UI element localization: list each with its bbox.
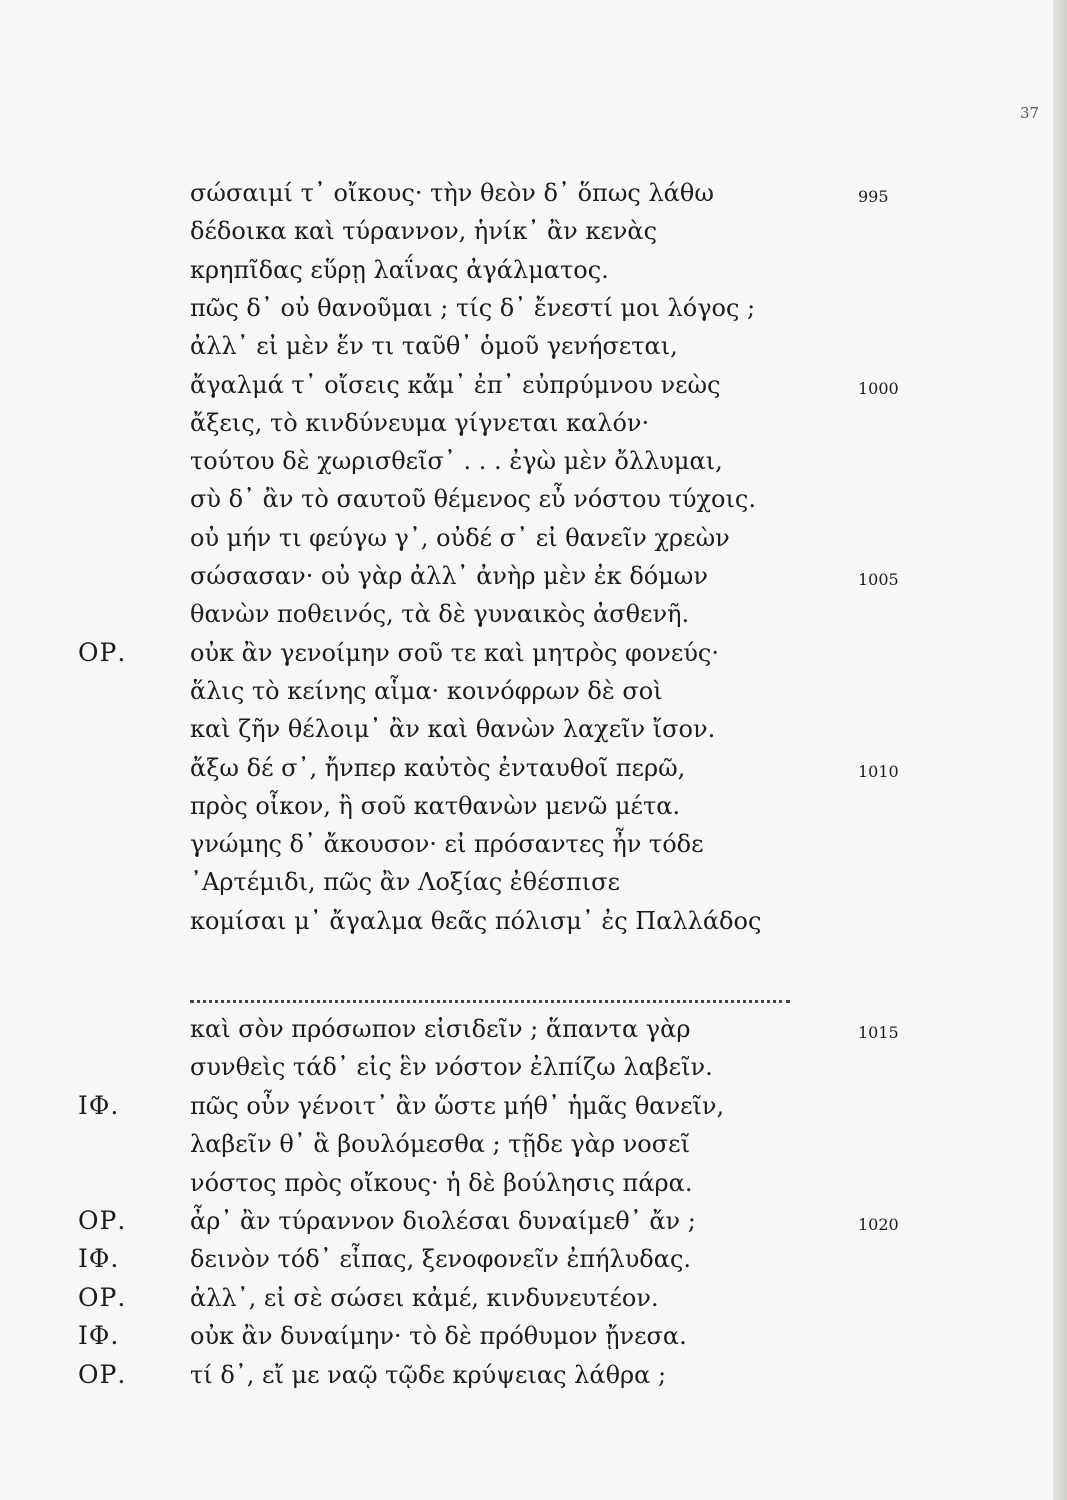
- verse-text: οὐ μήν τι φεύγω γ᾽, οὐδέ σ᾽ εἰ θανεῖν χρεὼν: [190, 523, 730, 552]
- verse-line: [0, 1242, 1050, 1276]
- verse-text: λαβεῖν θ᾽ ἃ βουλόμεσθα ; τῇδε γὰρ νοσεῖ: [190, 1130, 690, 1159]
- verse-text: καὶ σὸν πρόσωπον εἰσιδεῖν ; ἅπαντα γὰρ: [190, 1015, 691, 1043]
- verse-line: [0, 865, 1050, 899]
- verse-line: [0, 176, 1050, 210]
- verse-line: [0, 482, 1050, 516]
- verse-text: ἄξω δέ σ᾽, ἤνπερ καὐτὸς ἐνταυθοῖ περῶ,: [190, 753, 686, 782]
- verse-text: κομίσαι μ᾽ ἄγαλμα θεᾶς πόλισμ᾽ ἐς Παλλάδος: [190, 906, 762, 935]
- verse-line: [0, 904, 1050, 938]
- verse-line: [0, 1204, 1050, 1238]
- verse-text: ἅλις τὸ κείνης αἷμα· κοινόφρων δὲ σοὶ: [190, 676, 663, 705]
- verse-line: [0, 674, 1050, 708]
- verse-text: καὶ ζῆν θέλοιμ᾽ ἂν καὶ θανὼν λαχεῖν ἴσον.: [190, 715, 716, 744]
- verse-text: πῶς δ᾽ οὐ θανοῦμαι ; τίς δ᾽ ἔνεστί μοι λόγος ;: [190, 293, 756, 322]
- verse-line: [0, 1050, 1050, 1084]
- verse-text: τούτου δὲ χωρισθεῖσ᾽ . . . ἐγὼ μὲν ὄλλυμαι,: [190, 447, 723, 476]
- verse-line: [0, 1012, 1050, 1046]
- verse-line: [0, 444, 1050, 478]
- line-number: 1015: [858, 1023, 899, 1042]
- verse-line: [0, 1281, 1050, 1315]
- verse-line: [0, 329, 1050, 363]
- line-number: 1000: [858, 378, 899, 398]
- verse-line: [0, 636, 1050, 670]
- verse-text: σὺ δ᾽ ἂν τὸ σαυτοῦ θέμενος εὖ νόστου τύχοις.: [190, 485, 756, 514]
- speaker-label: ΟΡ.: [78, 1206, 127, 1235]
- line-number: 995: [858, 187, 889, 206]
- verse-line: [0, 406, 1050, 440]
- verse-text: ἀλλ᾽, εἰ σὲ σώσει κἀμέ, κινδυνευτέον.: [190, 1283, 659, 1312]
- page-number: 37: [1020, 104, 1040, 122]
- verse-line: [0, 789, 1050, 823]
- page-spine-shadow: [1053, 0, 1067, 1500]
- verse-line: [0, 253, 1050, 287]
- verse-text: ἆρ᾽ ἂν τύραννον διολέσαι δυναίμεθ᾽ ἄν ;: [190, 1207, 696, 1235]
- lacuna-dotted-line: [190, 990, 790, 1003]
- verse-text: νόστος πρὸς οἴκους· ἡ δὲ βούλησις πάρα.: [190, 1168, 693, 1197]
- verse-line: [0, 521, 1050, 555]
- verse-text: οὐκ ἂν δυναίμην· τὸ δὲ πρόθυμον ᾔνεσα.: [190, 1322, 687, 1351]
- verse-line: [0, 368, 1050, 402]
- verse-line: [0, 1127, 1050, 1161]
- verse-text: θανὼν ποθεινός, τὰ δὲ γυναικὸς ἀσθενῆ.: [190, 600, 690, 629]
- verse-text: πῶς οὖν γένοιτ᾽ ἂν ὥστε μήθ᾽ ἡμᾶς θανεῖν,: [190, 1091, 725, 1120]
- verse-text: ἄξεις, τὸ κινδύνευμα γίγνεται καλόν·: [190, 408, 650, 437]
- speaker-label: ΟΡ.: [78, 637, 127, 667]
- verse-line: [0, 827, 1050, 861]
- speaker-label: ΙΦ.: [78, 1321, 120, 1351]
- line-number: 1005: [858, 570, 899, 589]
- verse-line: [0, 214, 1050, 248]
- verse-text: πρὸς οἶκον, ἢ σοῦ κατθανὼν μενῶ μέτα.: [190, 791, 681, 820]
- verse-text: οὐκ ἂν γενοίμην σοῦ τε καὶ μητρὸς φονεύς·: [190, 638, 719, 667]
- verse-text: τί δ᾽, εἴ με ναῷ τῷδε κρύψειας λάθρα ;: [190, 1360, 667, 1389]
- verse-text: ἀλλ᾽ εἰ μὲν ἕν τι ταῦθ᾽ ὁμοῦ γενήσεται,: [190, 332, 678, 361]
- verse-line: [0, 751, 1050, 785]
- verse-line: [0, 1358, 1050, 1392]
- line-number: 1020: [858, 1215, 899, 1234]
- speaker-label: ΟΡ.: [78, 1282, 127, 1312]
- verse-line: [0, 559, 1050, 593]
- verse-text: κρηπῖδας εὕρῃ λαΐνας ἀγάλματος.: [190, 255, 609, 284]
- verse-text: δεινὸν τόδ᾽ εἶπας, ξενοφονεῖν ἐπήλυδας.: [190, 1245, 692, 1274]
- verse-line: [0, 1089, 1050, 1123]
- verse-text: σώσασαν· οὐ γὰρ ἀλλ᾽ ἀνὴρ μὲν ἐκ δόμων: [190, 562, 708, 590]
- speaker-label: ΙΦ.: [78, 1090, 120, 1120]
- verse-text: ἄγαλμά τ᾽ οἴσεις κἄμ᾽ ἐπ᾽ εὐπρύμνου νεὼς: [190, 370, 721, 399]
- verse-text: ᾽Αρτέμιδι, πῶς ἂν Λοξίας ἐθέσπισε: [190, 868, 620, 897]
- verse-text: συνθεὶς τάδ᾽ εἰς ἓν νόστον ἐλπίζω λαβεῖν.: [190, 1053, 713, 1082]
- line-number: 1010: [858, 761, 899, 781]
- verse-text: δέδοικα καὶ τύραννον, ἡνίκ᾽ ἂν κενὰς: [190, 217, 658, 246]
- verse-text: σώσαιμί τ᾽ οἴκους· τὴν θεὸν δ᾽ ὅπως λάθω: [190, 179, 714, 207]
- verse-line: [0, 597, 1050, 631]
- verse-line: [0, 712, 1050, 746]
- speaker-label: ΟΡ.: [78, 1359, 127, 1389]
- verse-text: γνώμης δ᾽ ἄκουσον· εἰ πρόσαντες ἦν τόδε: [190, 830, 704, 859]
- verse-line: [0, 1319, 1050, 1353]
- verse-line: [0, 1166, 1050, 1200]
- speaker-label: ΙΦ.: [78, 1244, 120, 1274]
- verse-line: [0, 291, 1050, 325]
